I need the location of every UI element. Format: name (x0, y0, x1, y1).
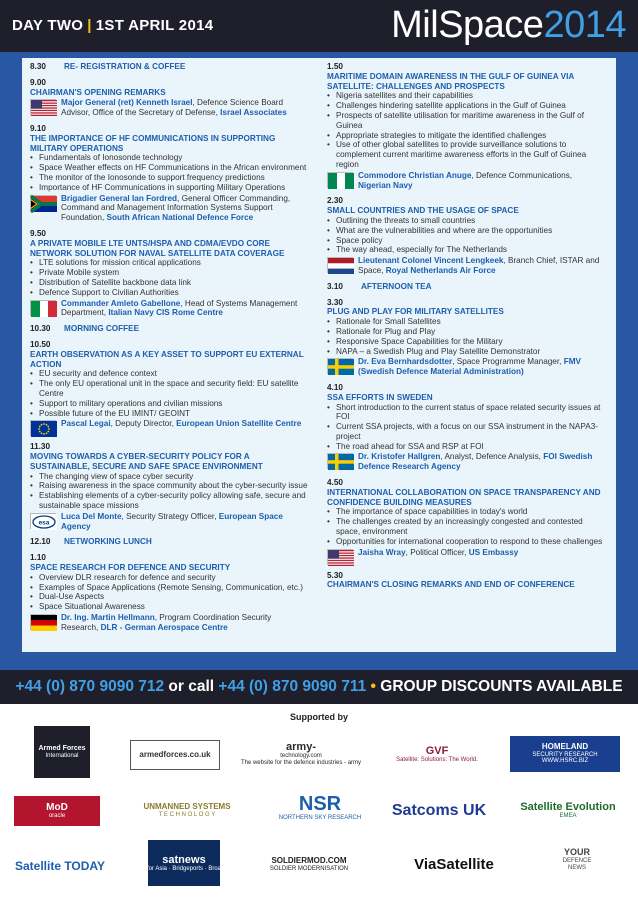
session-title: CHAIRMAN'S CLOSING REMARKS AND END OF CONFERENCE (327, 580, 575, 590)
speaker-organisation: FMV (Swedish Defence Material Administration) (358, 357, 581, 377)
satcoms-uk-logo[interactable] (380, 796, 498, 826)
bullet-item: • Current SSA projects, with a focus on our SSA instrument in the NAPA3-project (327, 422, 607, 442)
bullet-item: • Short introduction to the current status of space related security issues at FOI (327, 403, 607, 423)
mod-oracle-logo-line2: oracle (48, 813, 66, 820)
session-time: 4.50 (327, 478, 343, 488)
speaker-row (30, 419, 310, 436)
speaker-name: Lieutenant Colonel Vincent Lengkeek (358, 256, 504, 266)
flag-it-icon (30, 300, 56, 316)
speaker-row (327, 171, 607, 191)
nsr-logo[interactable] (276, 782, 364, 832)
session-row (327, 282, 607, 292)
right-programme-column (327, 62, 607, 596)
session-title: SSA EFFORTS IN SWEDEN (327, 392, 433, 402)
phone-number-secondary[interactable]: +44 (0) 870 9090 711 (218, 678, 367, 695)
flag-eu-icon (30, 420, 56, 436)
speaker-name: Dr. Ing. Martin Hellmann (61, 613, 155, 623)
speaker-text (358, 548, 518, 565)
gvf-logo-line1: GVF (425, 744, 449, 757)
session-title: EARTH OBSERVATION AS A KEY ASSET TO SUPPORT EU EXTERNAL ACTION (30, 349, 304, 369)
speaker-row (30, 98, 310, 118)
army-technology-logo-line3: The website for the defence industries - army (240, 760, 362, 767)
speaker-text (358, 452, 607, 472)
bullet-item: • Space Weather effects on HF Communications in the African environment (30, 163, 310, 173)
top-header-bar (0, 0, 638, 52)
speaker-organisation: Italian Navy CIS Rome Centre (108, 308, 223, 318)
flag-se-icon (327, 453, 353, 469)
session-row (30, 324, 310, 334)
speaker-row (327, 452, 607, 472)
speaker-text (61, 98, 310, 118)
speaker-organisation: Nigerian Navy (358, 180, 413, 190)
speaker-text (358, 357, 607, 377)
flag-ng-icon (327, 172, 353, 188)
speaker-organisation: US Embassy (468, 547, 519, 557)
session-time: 3.10 (327, 281, 343, 291)
bullet-item: • Examples of Space Applications (Remote Sensing, Communication, etc.) (30, 583, 310, 593)
your-defence-news-logo[interactable] (544, 836, 610, 884)
session-title: RE- REGISTRATION & COFFEE (64, 62, 186, 71)
event-brand-logo (391, 2, 626, 48)
army-technology-logo[interactable] (240, 732, 362, 776)
speaker-role: , Deputy Director, (110, 419, 177, 429)
bullet-item: • Private Mobile system (30, 268, 310, 278)
speaker-organisation: DLR - German Aerospace Centre (100, 622, 228, 632)
session-title: CHAIRMAN'S OPENING REMARKS (30, 87, 166, 97)
session-item (30, 553, 310, 632)
bullet-item: • Raising awareness in the space community about the cyber-security issue (30, 481, 310, 491)
speaker-organisation: European Union Satellite Centre (176, 419, 302, 429)
session-title: SPACE RESEARCH FOR DEFENCE AND SECURITY (30, 563, 231, 573)
speaker-organisation: South African National Defence Force (106, 213, 254, 223)
speaker-role: , Defence Communications, (471, 170, 572, 180)
speaker-role: , Security Strategy Officer, (121, 511, 219, 521)
bullet-item: • LTE solutions for mission critical applications (30, 258, 310, 268)
satellite-today-logo[interactable] (10, 852, 110, 882)
speaker-row (30, 613, 310, 633)
session-time: 5.30 (327, 570, 343, 580)
session-time: 3.30 (327, 297, 343, 307)
bullet-item: • What are the vulnerabilities and where are the opportunities (327, 226, 607, 236)
unmanned-systems-technology-logo[interactable] (126, 796, 248, 826)
session-title: THE IMPORTANCE OF HF COMMUNICATIONS IN SUPPORTING MILITARY OPERATIONS (30, 133, 276, 153)
speaker-row (30, 512, 310, 532)
session-bullets (327, 91, 607, 169)
left-programme-column (30, 62, 310, 639)
session-bullets (30, 472, 310, 511)
via-satellite-logo-line1: ViaSatellite (414, 855, 494, 873)
session-time: 9.10 (30, 123, 46, 133)
speaker-name: Jaisha Wray (358, 547, 406, 557)
homeland-security-research-logo-line3: WWW.HSRC.BIZ (541, 758, 589, 765)
session-title: A PRIVATE MOBILE LTE UNTS/HSPA AND CDMA/EVDO CORE NETWORK SOLUTION FOR NAVAL SATELLITE DATA COVERAGE (30, 238, 285, 258)
armedforces-co-uk-logo[interactable] (130, 740, 220, 770)
phone-number-primary[interactable]: +44 (0) 870 9090 712 (15, 678, 165, 695)
contact-bar (0, 670, 638, 704)
via-satellite-logo[interactable] (398, 850, 510, 880)
bullet-item: • Outlining the threats to small countries (327, 216, 607, 226)
speaker-name: Luca Del Monte (61, 511, 122, 521)
bullet-item: • Defence Support to Civilian Authorities (30, 288, 310, 298)
speaker-role: , Space Programme Manager, (452, 357, 564, 367)
speaker-organisation: FOI Swedish Defence Research Agency (358, 452, 593, 472)
speaker-role: , Program Coordination Security Research, (61, 613, 272, 632)
supported-by-label: Supported by (290, 712, 348, 722)
session-bullets (327, 403, 607, 452)
speaker-role: , Analyst, Defence Analysis, (440, 452, 544, 462)
armed-forces-international-logo-line2: International (45, 752, 79, 759)
brand-main: MilSpace (391, 4, 544, 46)
session-time: 2.30 (327, 196, 343, 206)
bullet-item: • The only EU operational unit in the space and security field: EU satellite Centre (30, 379, 310, 399)
satellite-evolution-logo-line1: Satellite Evolution (520, 800, 616, 813)
session-item (30, 340, 310, 436)
speaker-text (61, 194, 310, 223)
gvf-logo[interactable] (382, 734, 492, 774)
nsr-logo-line1: NSR (298, 792, 342, 815)
group-discounts-text: GROUP DISCOUNTS AVAILABLE (380, 678, 623, 695)
session-item (30, 62, 310, 72)
session-time: 9.00 (30, 77, 46, 87)
satnews-logo-line1: satnews (162, 853, 206, 866)
bullet-item: • Space Situational Awareness (30, 602, 310, 612)
session-item (30, 229, 310, 318)
day-label: DAY TWO (12, 17, 84, 34)
session-time: 4.10 (327, 382, 343, 392)
speaker-name: Major General (ret) Kenneth Israel (61, 98, 193, 108)
bullet-item: • Opportunities for international cooperation to respond to these challenges (327, 537, 607, 547)
speaker-text (61, 419, 301, 436)
bullet-item: • Rationale for Small Satellites (327, 317, 607, 327)
session-item (30, 442, 310, 531)
speaker-role: , Defence Science Board Advisor, Office of the Secretary of Defense, (61, 98, 284, 118)
armed-forces-international-logo-line1: Armed Forces (38, 744, 86, 752)
bullet-item: • Importance of HF Communications in supporting Military Operations (30, 183, 310, 193)
session-bullets (30, 573, 310, 612)
bullet-item: • The importance of space capabilities in today's world (327, 507, 607, 517)
session-item (30, 78, 310, 118)
bullet-item: • Appropriate strategies to mitigate the identified challenges (327, 131, 607, 141)
session-title: NETWORKING LUNCH (64, 537, 152, 547)
session-item (327, 298, 607, 377)
programme-panel (22, 58, 616, 652)
session-time: 8.30 (30, 62, 46, 71)
bullet-item: • Overview DLR research for defence and security (30, 573, 310, 583)
session-title: MOVING TOWARDS A CYBER-SECURITY POLICY FOR A SUSTAINABLE, SECURE AND SAFE SPACE ENVIRONMENT (30, 452, 263, 471)
bullet-item: • Responsive Space Capabilities for the Military (327, 337, 607, 347)
bullet-item: • Fundamentals of Ionosonde technology (30, 153, 310, 163)
unmanned-systems-technology-logo-line2: T E C H N O L O G Y (158, 812, 216, 819)
session-bullets (30, 369, 310, 418)
speaker-row (327, 357, 607, 377)
mod-oracle-logo-line1: MoD (46, 802, 68, 814)
satnews-logo[interactable] (130, 840, 238, 886)
armed-forces-international-logo[interactable] (34, 726, 90, 778)
speaker-row (327, 256, 607, 276)
bullet-item: • Distribution of Satellite backbone data link (30, 278, 310, 288)
bullet-item: • Support to military operations and civilian missions (30, 399, 310, 409)
session-item (327, 282, 607, 292)
or-call-text: or call (168, 678, 215, 695)
flag-us-icon (30, 99, 56, 115)
bullet-item: • Nigeria satellites and their capabilities (327, 91, 607, 101)
nsr-logo-line2: NORTHERN SKY RESEARCH (278, 814, 362, 821)
separator-bullet: • (370, 678, 376, 695)
bullet-item: • Challenges hindering satellite applications in the Gulf of Guinea (327, 101, 607, 111)
soldiermod-logo[interactable] (250, 850, 368, 880)
speaker-name: Dr. Kristofer Hallgren (358, 452, 441, 462)
speaker-text (61, 512, 310, 532)
flag-se-icon (327, 358, 353, 374)
event-day-date: DAY TWO | 1ST APRIL 2014 (12, 17, 214, 34)
session-title: PLUG AND PLAY FOR MILITARY SATELLITES (327, 307, 504, 317)
bullet-item: • The changing view of space cyber security (30, 472, 310, 482)
your-defence-news-logo-line1: YOUR (563, 847, 590, 858)
svg-text:esa: esa (38, 519, 50, 527)
session-time: 9.50 (30, 228, 46, 238)
session-time: 11.30 (30, 442, 51, 452)
session-item (30, 537, 310, 547)
mod-oracle-logo[interactable] (14, 796, 100, 826)
soldiermod-logo-line1: SOLDIERMOD.COM (271, 856, 347, 866)
bullet-item: • The road ahead for SSA and RSP at FOI (327, 442, 607, 452)
speaker-name: Brigadier General Ian Fordred (61, 193, 178, 203)
session-title: MORNING COFFEE (64, 324, 140, 334)
session-bullets (30, 258, 310, 297)
bullet-item: • NAPA – a Swedish Plug and Play Satellite Demonstrator (327, 347, 607, 357)
bullet-item: • The way ahead, especially for The Netherlands (327, 245, 607, 255)
satellite-today-logo-line1: Satellite TODAY (14, 859, 106, 874)
speaker-text (61, 613, 310, 633)
satellite-evolution-logo-line2: EMEA (559, 812, 577, 819)
session-item (327, 571, 607, 591)
session-item (30, 324, 310, 334)
bullet-item: • The challenges created by an increasingly congested and contested space, environment (327, 517, 607, 537)
session-bullets (327, 216, 607, 255)
speaker-role: , Political Officer, (405, 547, 469, 557)
speaker-name: Commodore Christian Anuge (358, 170, 472, 180)
session-time: 12.10 (30, 537, 51, 547)
sponsors-section (0, 704, 638, 902)
satnews-logo-line2: News for Asia · Bridgeports · Broadband (130, 865, 238, 872)
speaker-row (327, 548, 607, 565)
soldiermod-logo-line2: SOLDIER MODERNISATION (269, 866, 349, 873)
session-title: SMALL COUNTRIES AND THE USAGE OF SPACE (327, 206, 519, 216)
army-technology-logo-line1: army- (286, 741, 316, 754)
session-title: AFTERNOON TEA (361, 281, 432, 291)
flag-us-icon (327, 549, 353, 565)
session-title: MARITIME DOMAIN AWARENESS IN THE GULF OF GUINEA VIA SATELLITE: CHALLENGES AND PROSPECTS (327, 71, 574, 91)
flag-za-icon (30, 195, 56, 211)
satellite-evolution-logo[interactable] (512, 792, 624, 828)
brand-year: 2014 (543, 4, 626, 46)
speaker-role: , General Officer Commanding, Command and Management Information Systems Support Foundation, (61, 193, 291, 223)
gvf-logo-line2: Satellite: Solutions: The World. (396, 756, 478, 763)
session-bullets (327, 507, 607, 546)
session-item (327, 196, 607, 275)
satcoms-uk-logo-line1: Satcoms UK (391, 802, 487, 820)
bullet-item: • EU security and defence context (30, 369, 310, 379)
armedforces-co-uk-logo-line1: armedforces.co.uk (139, 749, 211, 759)
army-technology-logo-line2: technology.com (280, 753, 322, 760)
speaker-name: Commander Amleto Gabellone (61, 298, 181, 308)
session-time: 10.30 (30, 324, 51, 334)
session-row (30, 62, 310, 72)
session-row (30, 537, 310, 547)
bullet-item: • Rationale for Plug and Play (327, 327, 607, 337)
homeland-security-research-logo-line1: HOMELAND (541, 742, 589, 751)
your-defence-news-logo-line3: NEWS (568, 864, 586, 871)
date-label: 1ST APRIL 2014 (95, 17, 214, 34)
bullet-item: • Space policy (327, 236, 607, 246)
speaker-name: Dr. Eva Bernhardsdotter (358, 357, 453, 367)
flag-de-icon (30, 614, 56, 630)
speaker-organisation: Israel Associates (220, 108, 287, 118)
session-time: 1.10 (30, 553, 46, 563)
unmanned-systems-technology-logo-line1: UNMANNED SYSTEMS (143, 802, 231, 812)
homeland-security-research-logo-line2: SECURITY RESEARCH (532, 751, 598, 758)
flag-nl-icon (327, 257, 353, 273)
speaker-organisation: Royal Netherlands Air Force (385, 265, 496, 275)
session-time: 10.50 (30, 339, 51, 349)
session-bullets (30, 153, 310, 192)
session-item (30, 124, 310, 223)
session-item (327, 478, 607, 565)
bullet-item: • Use of other global satellites to provide surveillance solutions to complement current maritime awareness efforts in the Gulf of Guinea region (327, 140, 607, 169)
esa-logo-icon (30, 513, 56, 529)
speaker-role: , Branch Chief, ISTAR and Space, (358, 256, 600, 275)
your-defence-news-logo-line2: DEFENCE (562, 858, 592, 865)
speaker-text (61, 299, 310, 319)
speaker-row (30, 194, 310, 223)
speaker-name: Pascal Legai (61, 419, 111, 429)
session-bullets (327, 317, 607, 356)
speaker-text (358, 256, 607, 276)
bullet-item: • The monitor of the Ionosonde to support frequency predictions (30, 173, 310, 183)
speaker-row (30, 299, 310, 319)
session-item (327, 62, 607, 190)
speaker-role: , Head of Systems Management Department, (61, 298, 298, 318)
speaker-text (358, 171, 607, 191)
session-item (327, 383, 607, 472)
bullet-item: • Prospects of satellite utilisation for maritime awareness in the Gulf of Guinea (327, 111, 607, 131)
speaker-organisation: European Space Agency (61, 511, 283, 531)
session-title: INTERNATIONAL COLLABORATION ON SPACE TRANSPARENCY AND CONFIDENCE BUILDING MEASURES (327, 487, 601, 507)
bullet-item: • Establishing elements of a cyber-security policy allowing safe, secure and sustainable space missions (30, 491, 310, 511)
homeland-security-research-logo[interactable] (510, 736, 620, 772)
bullet-item: • Dual-Use Aspects (30, 592, 310, 602)
bullet-item: • Possible future of the EU IMINT/ GEOINT (30, 409, 310, 419)
session-time: 1.50 (327, 62, 343, 71)
